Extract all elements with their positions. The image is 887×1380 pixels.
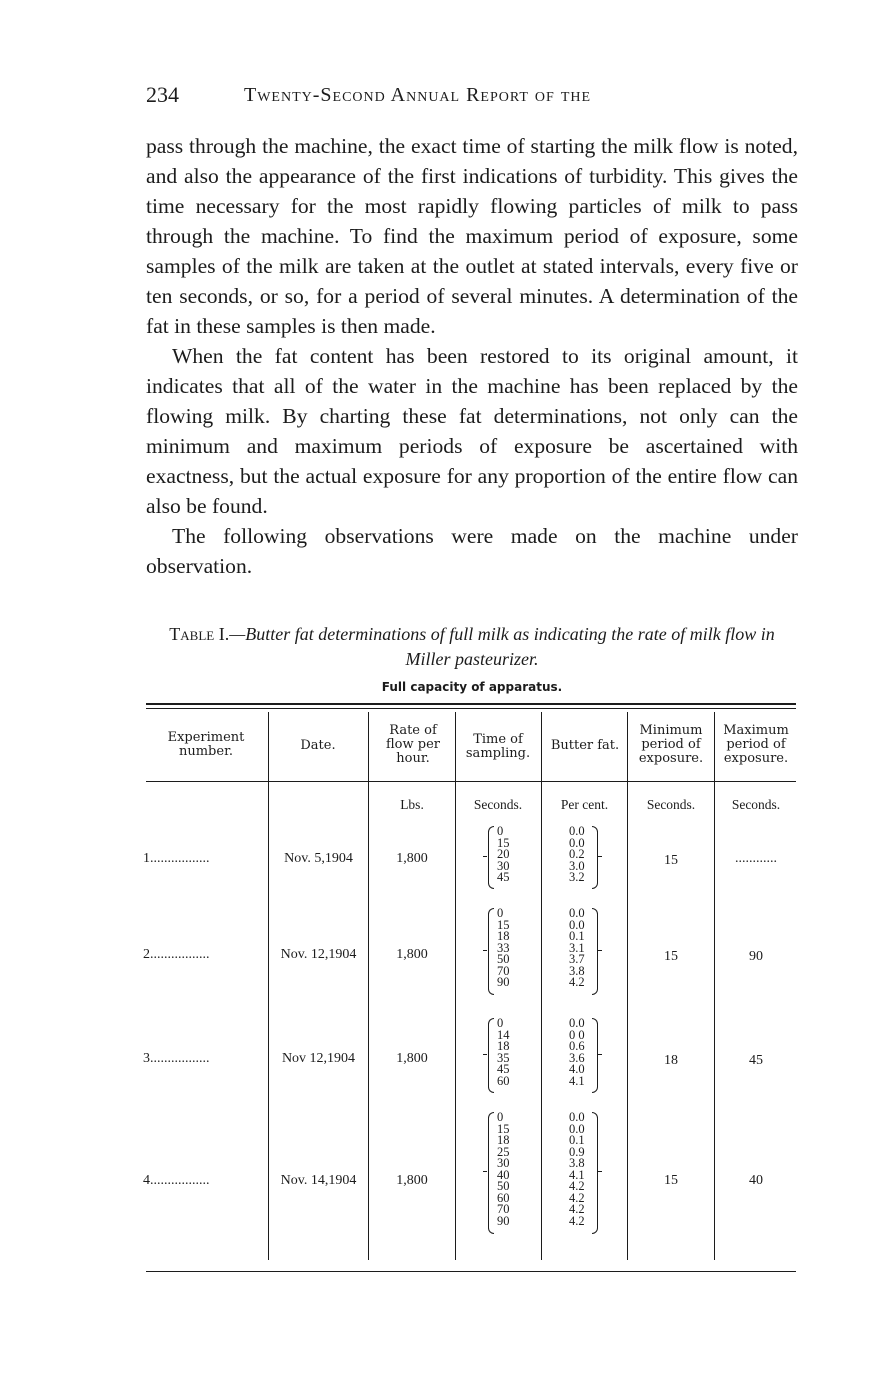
left-brace	[483, 1054, 487, 1055]
unit-min: Seconds.	[646, 797, 696, 812]
column-divider	[541, 712, 542, 1260]
date-cell: Nov 12,1904	[281, 1051, 356, 1066]
paragraph: When the fat content has been restored to its original amount, it indicates that all of the water in the machine has been replaced by the flowing milk. By charting these fat determinations, not only can the minimum and maximum periods of exposure be ascertained with exactness, but the actual exposure for any proportion of the entire flow can also be found.	[146, 344, 798, 518]
experiment-number: 3.................	[143, 1051, 210, 1066]
fat-series: 0.0 0.0 0.1 0.9 3.8 4.1 4.2 4.2 4.2 4.2	[569, 1110, 585, 1228]
header-time: Time of sampling.	[465, 732, 531, 761]
max-cell: 40	[749, 1173, 763, 1188]
table-subtitle: Full capacity of apparatus.	[381, 680, 563, 694]
time-series: 0 15 20 30 45	[497, 824, 510, 884]
table-top-rule-thin	[146, 708, 796, 709]
right-brace	[598, 1054, 602, 1055]
left-brace	[488, 908, 494, 995]
right-brace	[598, 856, 602, 857]
left-brace	[483, 856, 487, 857]
rate-cell: 1,800	[396, 947, 428, 962]
experiment-number: 2.................	[143, 947, 210, 962]
page-header	[146, 82, 796, 112]
table-top-rule	[146, 703, 796, 705]
header-rate: Rate of flow per hour.	[386, 723, 440, 766]
header-fat: Butter fat.	[550, 738, 620, 753]
time-series: 0 14 18 35 45 60	[497, 1016, 510, 1088]
header-date: Date.	[300, 738, 336, 753]
fat-series: 0.0 0 0 0.6 3.6 4.0 4.1	[569, 1016, 585, 1088]
unit-fat: Per cent.	[560, 797, 609, 812]
left-brace	[483, 950, 487, 951]
max-cell: 90	[749, 949, 763, 964]
experiment-number: 1.................	[143, 851, 210, 866]
rate-cell: 1,800	[396, 851, 428, 866]
body-text	[146, 131, 798, 581]
min-cell: 15	[664, 949, 678, 964]
time-series: 0 15 18 33 50 70 90	[497, 906, 510, 989]
table-label: Table I.	[169, 624, 230, 644]
header-bottom-rule	[146, 781, 796, 782]
min-cell: 15	[664, 1173, 678, 1188]
column-divider	[268, 712, 269, 1260]
right-brace	[592, 908, 598, 995]
right-brace	[598, 950, 602, 951]
unit-max: Seconds.	[731, 797, 781, 812]
min-cell: 15	[664, 853, 678, 868]
column-divider	[455, 712, 456, 1260]
rate-cell: 1,800	[396, 1051, 428, 1066]
fat-series: 0.0 0.0 0.1 3.1 3.7 3.8 4.2	[569, 906, 585, 989]
right-brace	[592, 826, 598, 889]
running-head: Twenty-Second Annual Report of the	[244, 84, 592, 106]
unit-time: Seconds.	[473, 797, 523, 812]
time-series: 0 15 18 25 30 40 50 60 70 90	[497, 1110, 510, 1228]
column-divider	[627, 712, 628, 1260]
right-brace	[592, 1112, 598, 1234]
left-brace	[488, 1018, 494, 1093]
fat-series: 0.0 0.0 0.2 3.0 3.2	[569, 824, 585, 884]
left-brace	[483, 1171, 487, 1172]
min-cell: 18	[664, 1053, 678, 1068]
max-cell: ............	[735, 851, 777, 866]
header-min: Minimum period of exposure.	[638, 723, 704, 766]
experiment-number: 4.................	[143, 1173, 210, 1188]
date-cell: Nov. 12,1904	[280, 947, 357, 962]
header-max: Maximum period of exposure.	[723, 723, 789, 766]
unit-rate: Lbs.	[400, 797, 424, 812]
paragraph: The following observations were made on the machine under observation.	[146, 524, 798, 578]
date-cell: Nov. 5,1904	[284, 851, 353, 866]
rate-cell: 1,800	[396, 1173, 428, 1188]
page-number: 234	[146, 82, 179, 107]
header-experiment: Experiment number.	[167, 730, 245, 759]
max-cell: 45	[749, 1053, 763, 1068]
table-bottom-rule	[146, 1271, 796, 1272]
paragraph: pass through the machine, the exact time of starting the milk flow is noted, and also the appearance of the first indications of turbidity. This gives the time necessary for the most rapidly flowing particles of milk to pass through the machine. To find the maximum period of exposure, some samples of the milk are taken at the outlet at stated intervals, every five or ten seconds, or so, for a period of several minutes. A determination of the fat in these samples is then made.	[146, 134, 798, 338]
table-caption	[146, 622, 798, 672]
right-brace	[592, 1018, 598, 1093]
right-brace	[598, 1171, 602, 1172]
date-cell: Nov. 14,1904	[280, 1173, 357, 1188]
left-brace	[488, 826, 494, 889]
table-title: —Butter fat determinations of full milk as indicating the rate of milk flow in Miller pasteurizer.	[229, 624, 775, 669]
left-brace	[488, 1112, 494, 1234]
column-divider	[714, 712, 715, 1260]
column-divider	[368, 712, 369, 1260]
